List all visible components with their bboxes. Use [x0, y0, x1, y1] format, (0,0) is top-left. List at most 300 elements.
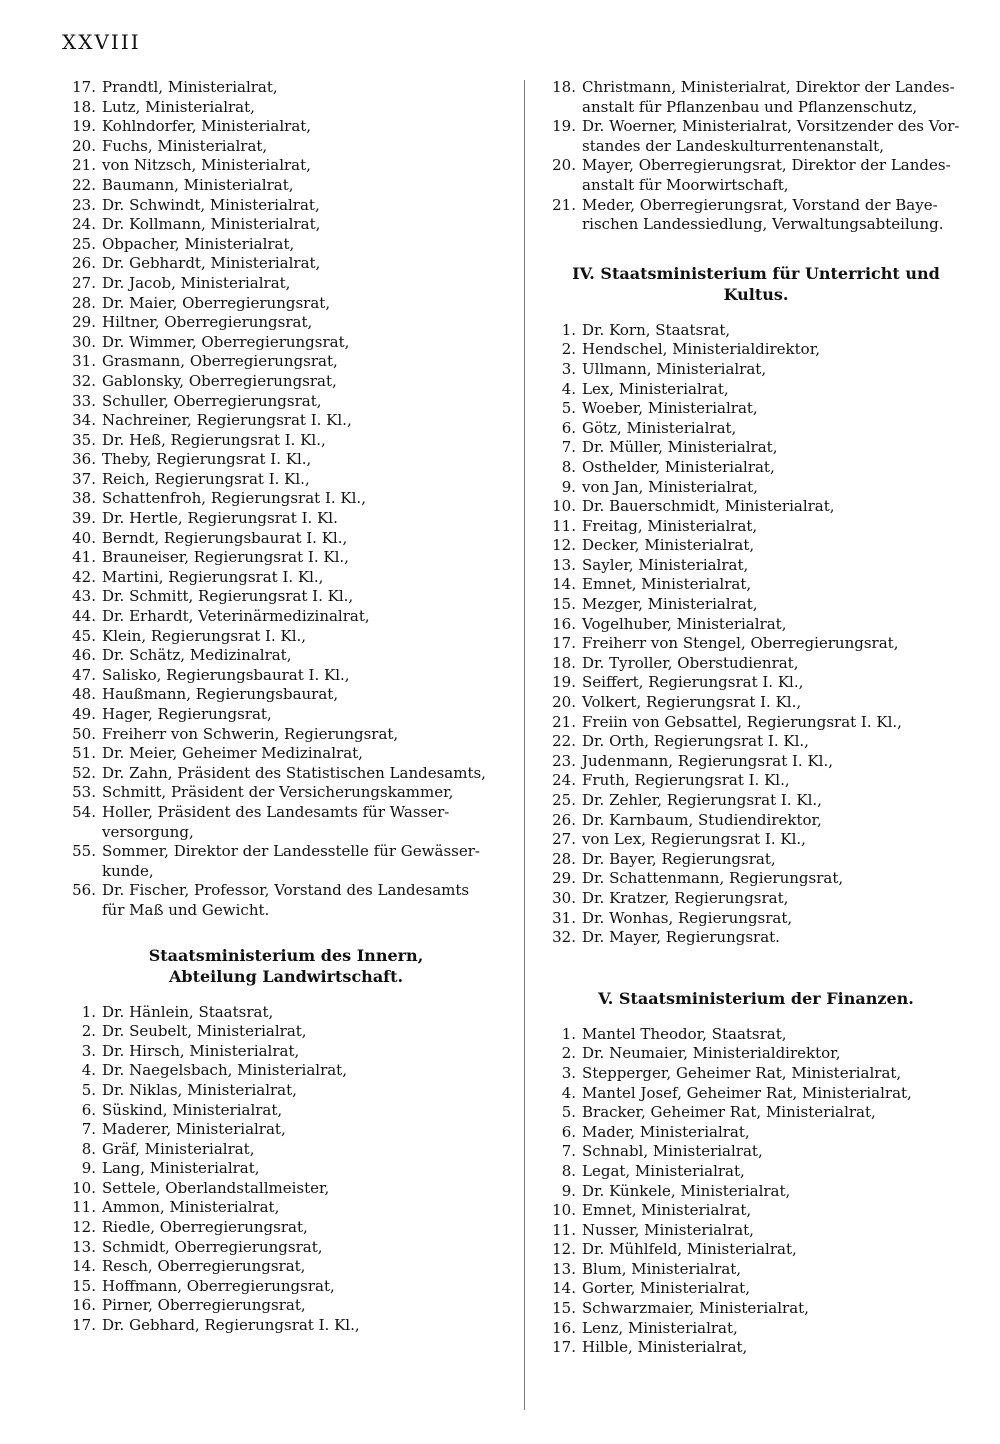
entry-text: [582, 1201, 972, 1221]
list-item: [62, 215, 510, 235]
entry-number: 45.: [72, 626, 96, 645]
list-item: [540, 575, 972, 595]
entry-number: 8.: [81, 1139, 96, 1158]
entry-line: von Jan, Ministerialrat,: [582, 477, 758, 496]
list-item: [62, 489, 510, 509]
entry-number: 48.: [72, 685, 96, 704]
entry-number: 21.: [552, 712, 576, 731]
entry-text: [102, 98, 510, 118]
entry-number: 5.: [81, 1080, 96, 1099]
entry-line: Dr. Zehler, Regierungsrat I. Kl.,: [582, 791, 822, 809]
list-item: [540, 360, 972, 380]
list-item: [62, 1042, 510, 1062]
entry-text: [582, 850, 972, 870]
entry-line: Baumann, Ministerialrat,: [102, 175, 294, 194]
entry-line: Schmitt, Präsident der Versicherungskammer,: [102, 783, 454, 802]
entry-line: Dr. Tyroller, Oberstudienrat,: [582, 653, 799, 672]
entry-number: 6.: [81, 1100, 96, 1119]
entry-number: 50.: [72, 724, 96, 743]
entry-text: [102, 1257, 510, 1277]
entry-text: [582, 634, 972, 654]
list-item: [62, 235, 510, 255]
list-item: [62, 254, 510, 274]
entry-number: 15.: [72, 1276, 96, 1295]
list-item: [540, 478, 972, 498]
entry-text: [102, 333, 510, 353]
entry-line: Dr. Kratzer, Regierungsrat,: [582, 888, 789, 907]
entry-line-continued: kunde,: [102, 861, 154, 880]
list-item: [62, 431, 510, 451]
entry-text: [102, 274, 510, 294]
list-item: [540, 654, 972, 674]
entry-number: 9.: [561, 477, 576, 496]
entry-text: [582, 117, 972, 156]
entry-number: 11.: [552, 516, 576, 535]
list-item: [540, 752, 972, 772]
list-item: [540, 693, 972, 713]
entry-text: [102, 1140, 510, 1160]
list-item: [62, 548, 510, 568]
entry-text: [102, 1081, 510, 1101]
list-item: [62, 274, 510, 294]
page-number: XXVIII: [62, 30, 141, 54]
entry-number: 43.: [72, 587, 96, 606]
list-item: [540, 340, 972, 360]
list-item: [540, 1162, 972, 1182]
entry-line: Lang, Ministerialrat,: [102, 1159, 260, 1178]
entry-text: [102, 1159, 510, 1179]
entry-text: [102, 470, 510, 490]
list-item: [62, 196, 510, 216]
entry-text: [102, 78, 510, 98]
entry-line: von Nitzsch, Ministerialrat,: [102, 156, 311, 175]
entry-text: [582, 1084, 972, 1104]
entry-number: 5.: [561, 1103, 576, 1122]
entry-line: Pirner, Oberregierungsrat,: [102, 1296, 306, 1315]
entry-line: Volkert, Regierungsrat I. Kl.,: [582, 693, 802, 712]
entry-text: [582, 458, 972, 478]
list-item: [540, 156, 972, 195]
entry-line: von Lex, Regierungsrat I. Kl.,: [582, 830, 806, 849]
entry-line: Schmidt, Oberregierungsrat,: [102, 1237, 323, 1256]
entry-line: Dr. Künkele, Ministerialrat,: [582, 1181, 791, 1200]
entry-text: [102, 1218, 510, 1238]
list-item: [540, 458, 972, 478]
list-item: [540, 1279, 972, 1299]
entry-text: [582, 869, 972, 889]
entry-line: Legat, Ministerialrat,: [582, 1161, 745, 1180]
entry-line: Dr. Neumaier, Ministerialdirektor,: [582, 1044, 841, 1063]
entry-number: 21.: [72, 156, 96, 175]
entry-number: 1.: [561, 1024, 576, 1043]
entry-text: [102, 235, 510, 255]
education-entry-list: [540, 321, 972, 948]
entry-line: Süskind, Ministerialrat,: [102, 1100, 283, 1119]
entry-line: Dr. Schätz, Medizinalrat,: [102, 646, 292, 665]
entry-line: Decker, Ministerialrat,: [582, 536, 755, 555]
entry-text: [582, 791, 972, 811]
entry-number: 28.: [552, 849, 576, 868]
entry-text: [102, 685, 510, 705]
entry-text: [582, 1240, 972, 1260]
entry-text: [102, 803, 510, 842]
entry-text: [102, 1198, 510, 1218]
list-item: [62, 764, 510, 784]
entry-text: [582, 156, 972, 195]
entry-line: Gablonsky, Oberregierungsrat,: [102, 371, 337, 390]
list-item: [540, 928, 972, 948]
entry-number: 13.: [552, 555, 576, 574]
entry-number: 42.: [72, 567, 96, 586]
entry-line: Lenz, Ministerialrat,: [582, 1318, 738, 1337]
entry-number: 56.: [72, 881, 96, 900]
entry-line: Dr. Niklas, Ministerialrat,: [102, 1080, 297, 1099]
entry-number: 8.: [561, 457, 576, 476]
entry-line: Grasmann, Oberregierungsrat,: [102, 352, 338, 371]
entry-text: [102, 1179, 510, 1199]
entry-line: Hilble, Ministerialrat,: [582, 1338, 748, 1357]
entry-line: Ullmann, Ministerialrat,: [582, 359, 767, 378]
entry-line: Dr. Gebhardt, Ministerialrat,: [102, 254, 321, 273]
entry-line: Stepperger, Geheimer Rat, Ministerialrat,: [582, 1063, 902, 1082]
left-column: [62, 78, 510, 1336]
entry-line: Judenmann, Regierungsrat I. Kl.,: [582, 751, 833, 770]
entry-line: Vogelhuber, Ministerialrat,: [582, 614, 787, 633]
section-title-finance: V. Staatsministerium der Finanzen.: [598, 988, 914, 1008]
entry-text: [582, 360, 972, 380]
entry-number: 14.: [72, 1257, 96, 1276]
entry-text: [582, 1260, 972, 1280]
entry-line: Dr. Gebhard, Regierungsrat I. Kl.,: [102, 1316, 360, 1335]
entry-number: 22.: [552, 732, 576, 751]
entry-line: Schnabl, Ministerialrat,: [582, 1142, 763, 1161]
entry-line: Dr. Erhardt, Veterinärmedizinalrat,: [102, 607, 370, 626]
list-item: [62, 1081, 510, 1101]
entry-text: [582, 1162, 972, 1182]
entry-number: 40.: [72, 528, 96, 547]
entry-text: [582, 713, 972, 733]
list-item: [540, 1240, 972, 1260]
list-item: [62, 411, 510, 431]
list-item: [62, 509, 510, 529]
entry-text: [102, 587, 510, 607]
entry-line: Salisko, Regierungsbaurat I. Kl.,: [102, 665, 350, 684]
entry-line: Dr. Bayer, Regierungsrat,: [582, 849, 776, 868]
entry-line: Kohlndorfer, Ministerialrat,: [102, 117, 312, 136]
entry-text: [582, 399, 972, 419]
entry-number: 22.: [72, 175, 96, 194]
entry-line: Freiherr von Stengel, Oberregierungsrat,: [582, 634, 899, 653]
entry-number: 11.: [552, 1220, 576, 1239]
entry-line: Holler, Präsident des Landesamts für Wasser-: [102, 802, 450, 821]
list-item: [540, 321, 972, 341]
list-item: [62, 1238, 510, 1258]
entry-text: [102, 431, 510, 451]
entry-text: [102, 607, 510, 627]
section-title-line1: Staatsministerium des Innern,: [148, 945, 424, 965]
entry-line: Mader, Ministerialrat,: [582, 1122, 750, 1141]
entry-text: [102, 372, 510, 392]
entry-number: 53.: [72, 783, 96, 802]
entry-text: [102, 156, 510, 176]
list-item: [62, 783, 510, 803]
entry-line: Dr. Meier, Geheimer Medizinalrat,: [102, 744, 363, 763]
list-item: [540, 1103, 972, 1123]
entry-text: [582, 732, 972, 752]
entry-line: Schuller, Oberregierungsrat,: [102, 391, 322, 410]
list-item: [540, 830, 972, 850]
entry-text: [102, 627, 510, 647]
entry-text: [582, 1123, 972, 1143]
entry-number: 29.: [72, 313, 96, 332]
entry-line: Klein, Regierungsrat I. Kl.,: [102, 626, 307, 645]
list-item: [540, 1260, 972, 1280]
entry-line: Meder, Oberregierungsrat, Vorstand der Baye-: [582, 195, 938, 214]
entry-line: Ammon, Ministerialrat,: [102, 1198, 280, 1217]
entry-line: Christmann, Ministerialrat, Direktor der Landes-: [582, 78, 955, 96]
entry-line: Maderer, Ministerialrat,: [102, 1120, 286, 1139]
entry-number: 17.: [552, 1338, 576, 1357]
list-item: [540, 732, 972, 752]
entry-line: Nusser, Ministerialrat,: [582, 1220, 754, 1239]
entry-line: Prandtl, Ministerialrat,: [102, 78, 278, 96]
entry-number: 3.: [561, 359, 576, 378]
entry-number: 19.: [552, 117, 576, 136]
entry-text: [102, 196, 510, 216]
entry-number: 14.: [552, 575, 576, 594]
entry-text: [582, 196, 972, 235]
entry-number: 16.: [552, 1318, 576, 1337]
entry-text: [582, 1182, 972, 1202]
column-divider: [524, 80, 525, 1410]
entry-text: [102, 1296, 510, 1316]
entry-text: [102, 509, 510, 529]
list-item: [540, 556, 972, 576]
entry-text: [582, 1142, 972, 1162]
entry-text: [102, 254, 510, 274]
entry-line: Resch, Oberregierungsrat,: [102, 1257, 306, 1276]
entry-number: 52.: [72, 763, 96, 782]
list-item: [540, 811, 972, 831]
list-item: [62, 1101, 510, 1121]
entry-line: Theby, Regierungsrat I. Kl.,: [102, 450, 312, 469]
entry-text: [582, 1064, 972, 1084]
entry-line: Dr. Mayer, Regierungsrat.: [582, 928, 780, 947]
entry-text: [582, 497, 972, 517]
entry-line: Gorter, Ministerialrat,: [582, 1279, 750, 1298]
list-item: [62, 137, 510, 157]
entry-number: 30.: [552, 888, 576, 907]
entry-number: 10.: [552, 497, 576, 516]
entry-number: 7.: [561, 1142, 576, 1161]
entry-number: 18.: [552, 653, 576, 672]
entry-number: 35.: [72, 430, 96, 449]
entry-number: 2.: [81, 1022, 96, 1041]
entry-line: Dr. Mühlfeld, Ministerialrat,: [582, 1240, 797, 1259]
section-title-line2: Abteilung Landwirtschaft.: [168, 966, 404, 986]
entry-text: [582, 340, 972, 360]
entry-text: [102, 881, 510, 920]
entry-number: 23.: [552, 751, 576, 770]
entry-number: 7.: [561, 438, 576, 457]
entry-text: [582, 771, 972, 791]
entry-text: [102, 842, 510, 881]
entry-text: [102, 352, 510, 372]
list-item: [540, 1221, 972, 1241]
list-item: [62, 1061, 510, 1081]
list-item: [62, 392, 510, 412]
list-item: [540, 634, 972, 654]
list-item: [62, 1159, 510, 1179]
entry-number: 27.: [552, 830, 576, 849]
right-column: [540, 78, 972, 1358]
list-item: [62, 1179, 510, 1199]
entry-text: [102, 215, 510, 235]
entry-line: Emnet, Ministerialrat,: [582, 575, 752, 594]
list-item: [540, 536, 972, 556]
entry-number: 10.: [72, 1178, 96, 1197]
entry-line-continued: versorgung,: [102, 822, 194, 841]
entry-number: 11.: [72, 1198, 96, 1217]
entry-line: Fuchs, Ministerialrat,: [102, 136, 268, 155]
entry-number: 20.: [552, 693, 576, 712]
list-item: [62, 705, 510, 725]
list-item: [540, 419, 972, 439]
entry-number: 3.: [561, 1063, 576, 1082]
entry-text: [582, 1299, 972, 1319]
entry-number: 55.: [72, 842, 96, 861]
list-item: [62, 607, 510, 627]
list-item: [62, 881, 510, 920]
list-item: [62, 156, 510, 176]
entry-text: [102, 783, 510, 803]
entry-text: [102, 1061, 510, 1081]
entry-number: 2.: [561, 1044, 576, 1063]
entry-text: [582, 752, 972, 772]
entry-number: 31.: [72, 352, 96, 371]
list-item: [540, 438, 972, 458]
entry-number: 9.: [561, 1181, 576, 1200]
entry-line: Hiltner, Oberregierungsrat,: [102, 313, 313, 332]
entry-number: 1.: [81, 1002, 96, 1021]
entry-number: 32.: [72, 371, 96, 390]
entry-line: Dr. Korn, Staatsrat,: [582, 320, 731, 339]
list-item: [540, 1123, 972, 1143]
entry-number: 17.: [552, 634, 576, 653]
entry-text: [582, 595, 972, 615]
entry-text: [582, 928, 972, 948]
entry-number: 4.: [81, 1061, 96, 1080]
entry-line: Dr. Fischer, Professor, Vorstand des Landesamts: [102, 881, 470, 900]
list-item: [62, 1022, 510, 1042]
entry-text: [102, 1238, 510, 1258]
entry-line: Seiffert, Regierungsrat I. Kl.,: [582, 673, 804, 692]
entry-text: [582, 478, 972, 498]
entry-text: [582, 78, 972, 117]
entry-text: [582, 1221, 972, 1241]
list-item: [62, 372, 510, 392]
entry-text: [582, 556, 972, 576]
list-item: [540, 1084, 972, 1104]
entry-text: [582, 889, 972, 909]
entry-line: Obpacher, Ministerialrat,: [102, 234, 295, 253]
list-item: [62, 529, 510, 549]
entry-text: [102, 1101, 510, 1121]
entry-number: 28.: [72, 293, 96, 312]
entry-text: [102, 646, 510, 666]
list-item: [62, 627, 510, 647]
entry-number: 2.: [561, 340, 576, 359]
list-item: [540, 1064, 972, 1084]
entry-number: 44.: [72, 607, 96, 626]
entry-line: Hager, Regierungsrat,: [102, 705, 272, 723]
list-item: [540, 517, 972, 537]
entry-line: Berndt, Regierungsbaurat I. Kl.,: [102, 528, 348, 547]
entry-number: 4.: [561, 379, 576, 398]
list-item: [540, 1025, 972, 1045]
entry-line: Nachreiner, Regierungsrat I. Kl.,: [102, 411, 352, 430]
entry-line: Dr. Wimmer, Oberregierungsrat,: [102, 332, 350, 351]
entry-number: 5.: [561, 399, 576, 418]
list-item: [62, 470, 510, 490]
entry-text: [102, 489, 510, 509]
entry-number: 7.: [81, 1120, 96, 1139]
entry-line: Lex, Ministerialrat,: [582, 379, 729, 398]
entry-line: Dr. Hertle, Regierungsrat I. Kl.: [102, 509, 338, 528]
entry-number: 49.: [72, 705, 96, 723]
entry-text: [582, 438, 972, 458]
entry-number: 25.: [552, 791, 576, 809]
entry-text: [582, 1044, 972, 1064]
entry-text: [582, 1319, 972, 1339]
section-title-education: IV. Staatsministerium für Unterricht und Kultus.: [572, 263, 940, 304]
entry-line: Blum, Ministerialrat,: [582, 1259, 742, 1278]
agriculture-entry-list: [62, 1003, 510, 1336]
list-item: [62, 587, 510, 607]
list-item: [540, 78, 972, 117]
list-item: [62, 333, 510, 353]
list-item: [62, 685, 510, 705]
entry-text: [582, 321, 972, 341]
entry-text: [102, 666, 510, 686]
left-entry-list: [62, 78, 510, 921]
entry-line: Mezger, Ministerialrat,: [582, 595, 758, 614]
entry-text: [582, 380, 972, 400]
entry-number: 15.: [552, 1299, 576, 1318]
entry-text: [102, 411, 510, 431]
entry-line: Schattenfroh, Regierungsrat I. Kl.,: [102, 489, 366, 508]
entry-text: [102, 764, 510, 784]
entry-line: Osthelder, Ministerialrat,: [582, 457, 775, 476]
list-item: [62, 568, 510, 588]
list-item: [62, 725, 510, 745]
entry-number: 18.: [72, 97, 96, 116]
entry-text: [102, 1042, 510, 1062]
entry-number: 38.: [72, 489, 96, 508]
entry-number: 19.: [552, 673, 576, 692]
list-item: [540, 595, 972, 615]
entry-line: Dr. Zahn, Präsident des Statistischen Landesamts,: [102, 763, 486, 782]
entry-line: Dr. Hänlein, Staatsrat,: [102, 1002, 274, 1021]
entry-number: 30.: [72, 332, 96, 351]
entry-number: 47.: [72, 665, 96, 684]
finance-entry-list: [540, 1025, 972, 1358]
list-item: [540, 1182, 972, 1202]
entry-line: Dr. Heß, Regierungsrat I. Kl.,: [102, 430, 326, 449]
entry-number: 12.: [552, 1240, 576, 1259]
entry-line: Fruth, Regierungsrat I. Kl.,: [582, 771, 790, 790]
list-item: [540, 1299, 972, 1319]
